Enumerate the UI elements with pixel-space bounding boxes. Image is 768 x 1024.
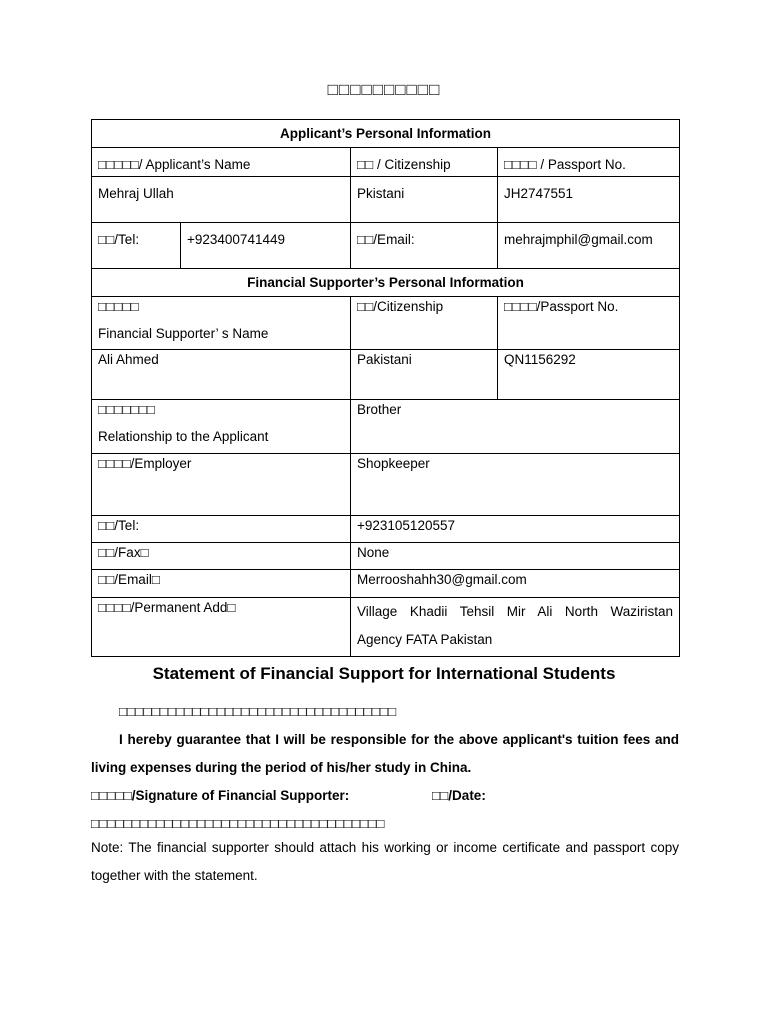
applicant-passport-label: □□□□ / Passport No. [498, 148, 680, 177]
statement-title: Statement of Financial Support for International Students [152, 664, 616, 683]
employer-value: Shopkeeper [351, 454, 680, 516]
applicant-passport-value: JH2747551 [498, 177, 680, 223]
statement-guarantee: I hereby guarantee that I will be responsible for the above applicant's tuition fees and living expenses during the period of his/her study in China. [91, 732, 679, 775]
applicant-email-value: mehrajmphil@gmail.com [498, 223, 680, 269]
supporter-citizenship-label: □□/Citizenship [351, 297, 498, 350]
supporter-tel-label: □□/Tel: [92, 516, 351, 543]
signature-row [91, 782, 679, 810]
supporter-section-title: Financial Supporter’s Personal Information [92, 269, 680, 297]
applicant-section-title: Applicant’s Personal Information [92, 120, 680, 148]
information-table [91, 119, 680, 657]
supporter-fax-label: □□/Fax□ [92, 543, 351, 570]
supporter-email-label: □□/Email□ [92, 570, 351, 598]
supporter-email-value: Merrooshahh30@gmail.com [351, 570, 680, 598]
employer-label: □□□□/Employer [92, 454, 351, 516]
applicant-citizenship-label: □□ / Citizenship [351, 148, 498, 177]
permanent-address-value: Village Khadii Tehsil Mir Ali North Waziristan Agency FATA Pakistan [351, 598, 680, 657]
statement-cn-line: □□□□□□□□□□□□□□□□□□□□□□□□□□□□□□□□□□ [119, 704, 397, 719]
applicant-name-label: □□□□□/ Applicant’s Name [92, 148, 351, 177]
applicant-email-label: □□/Email: [351, 223, 498, 269]
permanent-address-label: □□□□/Permanent Add□ [92, 598, 351, 657]
relationship-label: □□□□□□□ Relationship to the Applicant [92, 400, 351, 454]
statement-note: Note: The financial supporter should attach his working or income certificate and passport copy together with the statement. [91, 840, 679, 883]
supporter-citizenship-value: Pakistani [351, 350, 498, 400]
supporter-passport-label: □□□□/Passport No. [498, 297, 680, 350]
applicant-tel-value: +923400741449 [181, 223, 351, 269]
date-label: □□/Date: [432, 788, 486, 803]
statement-cn-note: □□□□□□□□□□□□□□□□□□□□□□□□□□□□□□□□□□□□ [91, 816, 385, 831]
page-title: □□□□□□□□□□ [327, 80, 441, 99]
applicant-name-value: Mehraj Ullah [92, 177, 351, 223]
signature-label: □□□□□/Signature of Financial Supporter: [91, 788, 350, 803]
supporter-fax-value: None [351, 543, 680, 570]
supporter-name-label: □□□□□ Financial Supporter’ s Name [92, 297, 351, 350]
relationship-value: Brother [351, 400, 680, 454]
supporter-name-value: Ali Ahmed [92, 350, 351, 400]
supporter-passport-value: QN1156292 [498, 350, 680, 400]
supporter-tel-value: +923105120557 [351, 516, 680, 543]
applicant-citizenship-value: Pkistani [351, 177, 498, 223]
applicant-tel-label: □□/Tel: [92, 223, 181, 269]
